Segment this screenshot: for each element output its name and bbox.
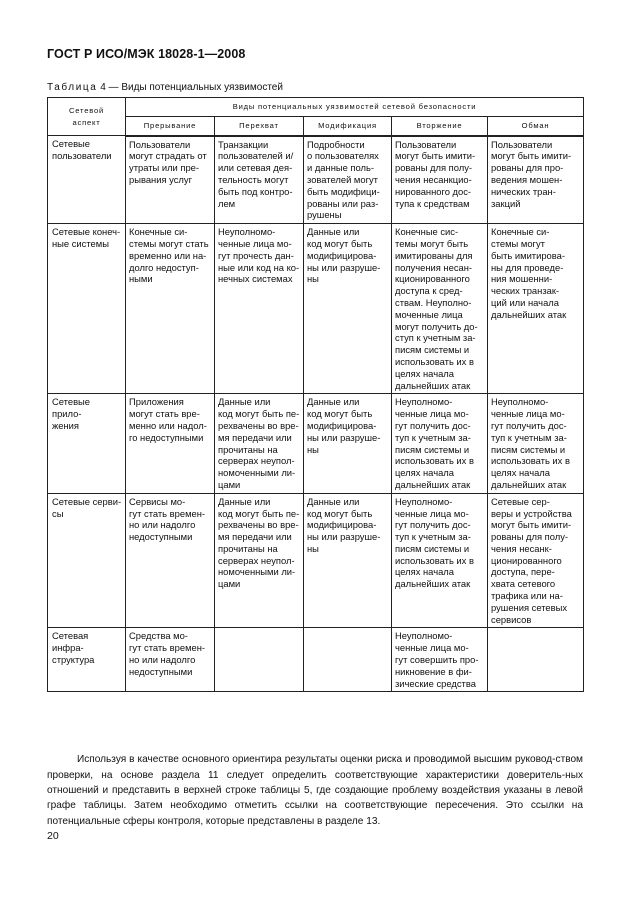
table-cell: Пользователи могут быть имити- рованы для полу- чения несанкцио- нированного дос- тупа к средствам: [392, 136, 488, 224]
table-row: [48, 224, 584, 394]
table-cell: Данные или код могут быть модифицирова- ны или разруше- ны: [304, 224, 392, 394]
table-cell: Подробности о пользователях и данные поль- зователей могут быть модифици- рованы или раз- рушены: [304, 136, 392, 224]
table-row: [48, 136, 584, 224]
aspect-header: Сетевой аспект: [48, 98, 126, 136]
aspect-cell: Сетевая инфра- структура: [48, 628, 126, 692]
page-number: 20: [47, 830, 59, 842]
table-cell: Приложения могут стать вре- менно или надол- го недоступными: [126, 394, 215, 493]
table-row: [48, 493, 584, 628]
table-cell: Конечные сис- темы могут быть имитированы для получения несан- кционированного доступа к сред- ствам. Неуполно- моченные лица могут получить до- ступ к учетным за- писям системы и использовать их в целях начала дальнейших атак: [392, 224, 488, 394]
table-cell: Данные или код могут быть модифицирова- ны или разруше- ны: [304, 493, 392, 628]
table-cell: [215, 628, 304, 692]
table-row: [48, 628, 584, 692]
table-cell: Неуполномо- ченные лица мо- гут совершить про- никновение в фи- зические средства: [392, 628, 488, 692]
table-cell: Данные или код могут быть пе- рехвачены во вре- мя передачи или прочитаны на серверах неупол- номоченными ли- цами: [215, 394, 304, 493]
table-cell: Неуполномо- ченные лица мо- гут прочесть дан- ные или код на ко- нечных системах: [215, 224, 304, 394]
column-header: Прерывание: [126, 116, 215, 135]
document-header: ГОСТ Р ИСО/МЭК 18028-1—2008: [47, 47, 246, 61]
vulnerabilities-table: [47, 97, 584, 692]
table-row: [48, 394, 584, 493]
table-cell: Конечные си- стемы могут быть имитирова- ны для проведе- ния мошенни- ческих транзак- ций или начала дальнейших атак: [488, 224, 584, 394]
caption-title: — Виды потенциальных уязвимостей: [108, 82, 283, 93]
table-cell: Неуполномо- ченные лица мо- гут получить дос- туп к учетным за- писям системы и использовать их в целях начала дальнейших атак: [392, 394, 488, 493]
table-cell: Данные или код могут быть модифицирова- ны или разруше- ны: [304, 394, 392, 493]
table-cell: Конечные си- стемы могут стать временно или на- долго недоступ- ными: [126, 224, 215, 394]
table-cell: Пользователи могут быть имити- рованы для про- ведения мошен- нических тран- закций: [488, 136, 584, 224]
table-cell: Транзакции пользователей и/ или сетевая дея- тельность могут быть под контро- лем: [215, 136, 304, 224]
column-header: Вторжение: [392, 116, 488, 135]
column-header: Обман: [488, 116, 584, 135]
column-header: Перехват: [215, 116, 304, 135]
caption-number: 4: [100, 82, 106, 93]
table-caption: [47, 82, 283, 93]
table-cell: [488, 628, 584, 692]
caption-label: Таблица: [47, 82, 98, 93]
table-cell: Пользователи могут страдать от утраты или пре- рывания услуг: [126, 136, 215, 224]
table-cell: Средства мо- гут стать времен- но или надолго недоступными: [126, 628, 215, 692]
column-header-row: [48, 116, 584, 135]
table-cell: [304, 628, 392, 692]
table-cell: Сетевые сер- веры и устройства могут быть имити- рованы для полу- чения несанк- ционированного доступа, пере- хвата сетевого трафика или на- рушения сетевых сервисов: [488, 493, 584, 628]
aspect-cell: Сетевые серви- сы: [48, 493, 126, 628]
table-cell: Неуполномо- ченные лица мо- гут получить дос- туп к учетным за- писям системы и использовать их в целях начала дальнейших атак: [488, 394, 584, 493]
group-header: Виды потенциальных уязвимостей сетевой безопасности: [126, 98, 584, 117]
table-cell: Данные или код могут быть пе- рехвачены во вре- мя передачи или прочитаны на серверах неупол- номоченными ли- цами: [215, 493, 304, 628]
column-header: Модификация: [304, 116, 392, 135]
aspect-cell: Сетевые пользователи: [48, 136, 126, 224]
aspect-cell: Сетевые прило- жения: [48, 394, 126, 493]
aspect-cell: Сетевые конеч- ные системы: [48, 224, 126, 394]
table-cell: Сервисы мо- гут стать времен- но или надолго недоступными: [126, 493, 215, 628]
body-paragraph: Используя в качестве основного ориентира результаты оценки риска и проводимой высшим руковод-ством проверки, на основе раздела 11 следует определить соответствующие характеристики доверитель-ных отношений и представить в верхней строке таблицы 5, где создающие проблему воздействия указаны в левой графе таблицы. Затем необходимо отметить ссылки на соответствующие пересечения. Это ссылки на потенциальные сферы контроля, которые представлены в разделе 13.: [47, 754, 583, 827]
table-cell: Неуполномо- ченные лица мо- гут получить дос- туп к учетным за- писям системы и использовать их в целях начала дальнейших атак: [392, 493, 488, 628]
